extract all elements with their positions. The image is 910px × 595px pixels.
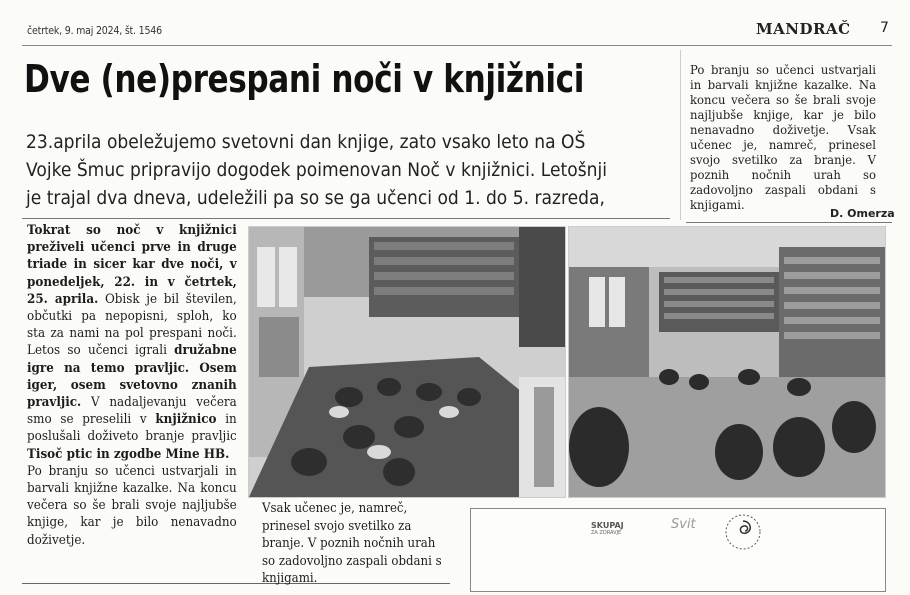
photo-library-night-2 (568, 226, 886, 498)
skupaj-logo-subtitle: ZA ZDRAVJE (591, 530, 622, 536)
byline: D. Omerza (830, 207, 895, 220)
svit-logo: Svit (671, 517, 696, 532)
body-text-2: V nadaljevanju večera smo se preselili v (27, 395, 237, 428)
side-column-text: Po branju so učenci ustvarjali in barvali knjižne kazalke. Na koncu večera so še brali svoje najljubše knjige, kar je bilo nenavadno doživetje. Vsak učenec je, namreč, prinesel svojo svetilko za branje. V poznih nočnih urah so zadovoljno zaspali obdani s knjigami. (690, 62, 876, 212)
body-paragraph-2: Po branju so učenci ustvarjali in barvali knjižne kazalke. Na koncu večera so še brali svoje najljubše knjige, kar je bilo nenavadno doživetje. (27, 463, 237, 548)
photo-caption: Vsak učenec je, namreč, prinesel svojo svetilko za branje. V poznih nočnih urah so zadovoljno zaspali obdani s knjigami. (262, 501, 442, 586)
seal-logo (724, 513, 762, 555)
body-text-1: Obisk je bil številen, občutki pa nepopisni, sploh, ko sta za nami na pol prespani noči. Letos so učenci igrali (27, 291, 237, 359)
photo-2-image (569, 227, 885, 497)
sponsor-box (470, 508, 886, 592)
body-bold-stories: Tisoč ptic in zgodbe Mine HB. (27, 446, 230, 462)
issue-date: četrtek, 9. maj 2024, št. 1546 (27, 25, 162, 37)
side-rule (686, 222, 892, 223)
body-bold-library: knjižnico (155, 412, 217, 428)
lead-paragraph: 23.aprila obeležujemo svetovni dan knjige, zato vsako leto na OŠ Vojke Šmuc pripravijo dogodek poimenovan Noč v knjižnici. Letošnji je trajal dva dneva, udeležili pa so se ga učenci od 1. do 5. razreda, (26, 131, 607, 209)
body-paragraph-1 (27, 222, 237, 463)
headline: Dve (ne)prespani noči v knjižnici (24, 57, 584, 101)
body-column (27, 222, 237, 549)
seal-icon (724, 513, 762, 551)
photo-library-night-1 (248, 226, 566, 498)
column-divider (680, 50, 681, 220)
body-bold-intro: Tokrat so noč v knjižnici preživeli učenci prve in druge triade in sicer kar dve noči, v ponedeljek, 22. in v četrtek, 25. aprila. (27, 223, 237, 307)
skupaj-logo (591, 521, 624, 536)
photo-1-image (249, 227, 565, 497)
page-number: 7 (880, 20, 889, 36)
masthead: MANDRAČ (756, 20, 851, 38)
body-text-3: in poslušali doživeto branje pravljic (27, 412, 237, 445)
lead-rule (22, 218, 670, 219)
skupaj-logo-title: SKUPAJ (591, 521, 624, 530)
top-rule (22, 45, 892, 46)
body-bold-games: družabne igre na temo pravljic. Osem iger, osem svetovno znanih pravljic. (27, 343, 237, 411)
